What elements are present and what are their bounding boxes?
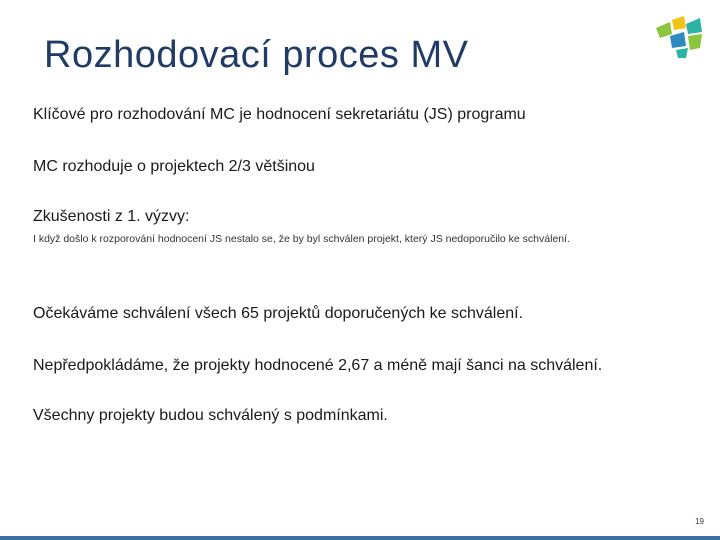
bullet-text-1: Klíčové pro rozhodování MC je hodnocení sekretariátu (JS) programu (33, 106, 526, 123)
bullet-text-4: I když došlo k rozporování hodnocení JS nestalo se, že by byl schválen projekt, který JS nedoporučilo ke schválení. (33, 233, 570, 245)
bullet-text-5: Očekáváme schválení všech 65 projektů doporučených ke schválení. (33, 305, 524, 322)
bullet-text-3: Zkušenosti z 1. výzvy: (33, 208, 190, 225)
bullet-text-7: Všechny projekty budou schválený s podmínkami. (33, 407, 388, 424)
footer-bar (0, 536, 720, 540)
bullet-text-2: MC rozhoduje o projektech 2/3 většinou (33, 158, 315, 175)
bullet-text-6: Nepředpokládáme, že projekty hodnocené 2,67 a méně mají šanci na schválení. (33, 357, 603, 374)
page-number: 19 (695, 517, 704, 526)
slide-title: Rozhodovací proces MV (44, 34, 469, 76)
logo-icon (648, 14, 708, 58)
